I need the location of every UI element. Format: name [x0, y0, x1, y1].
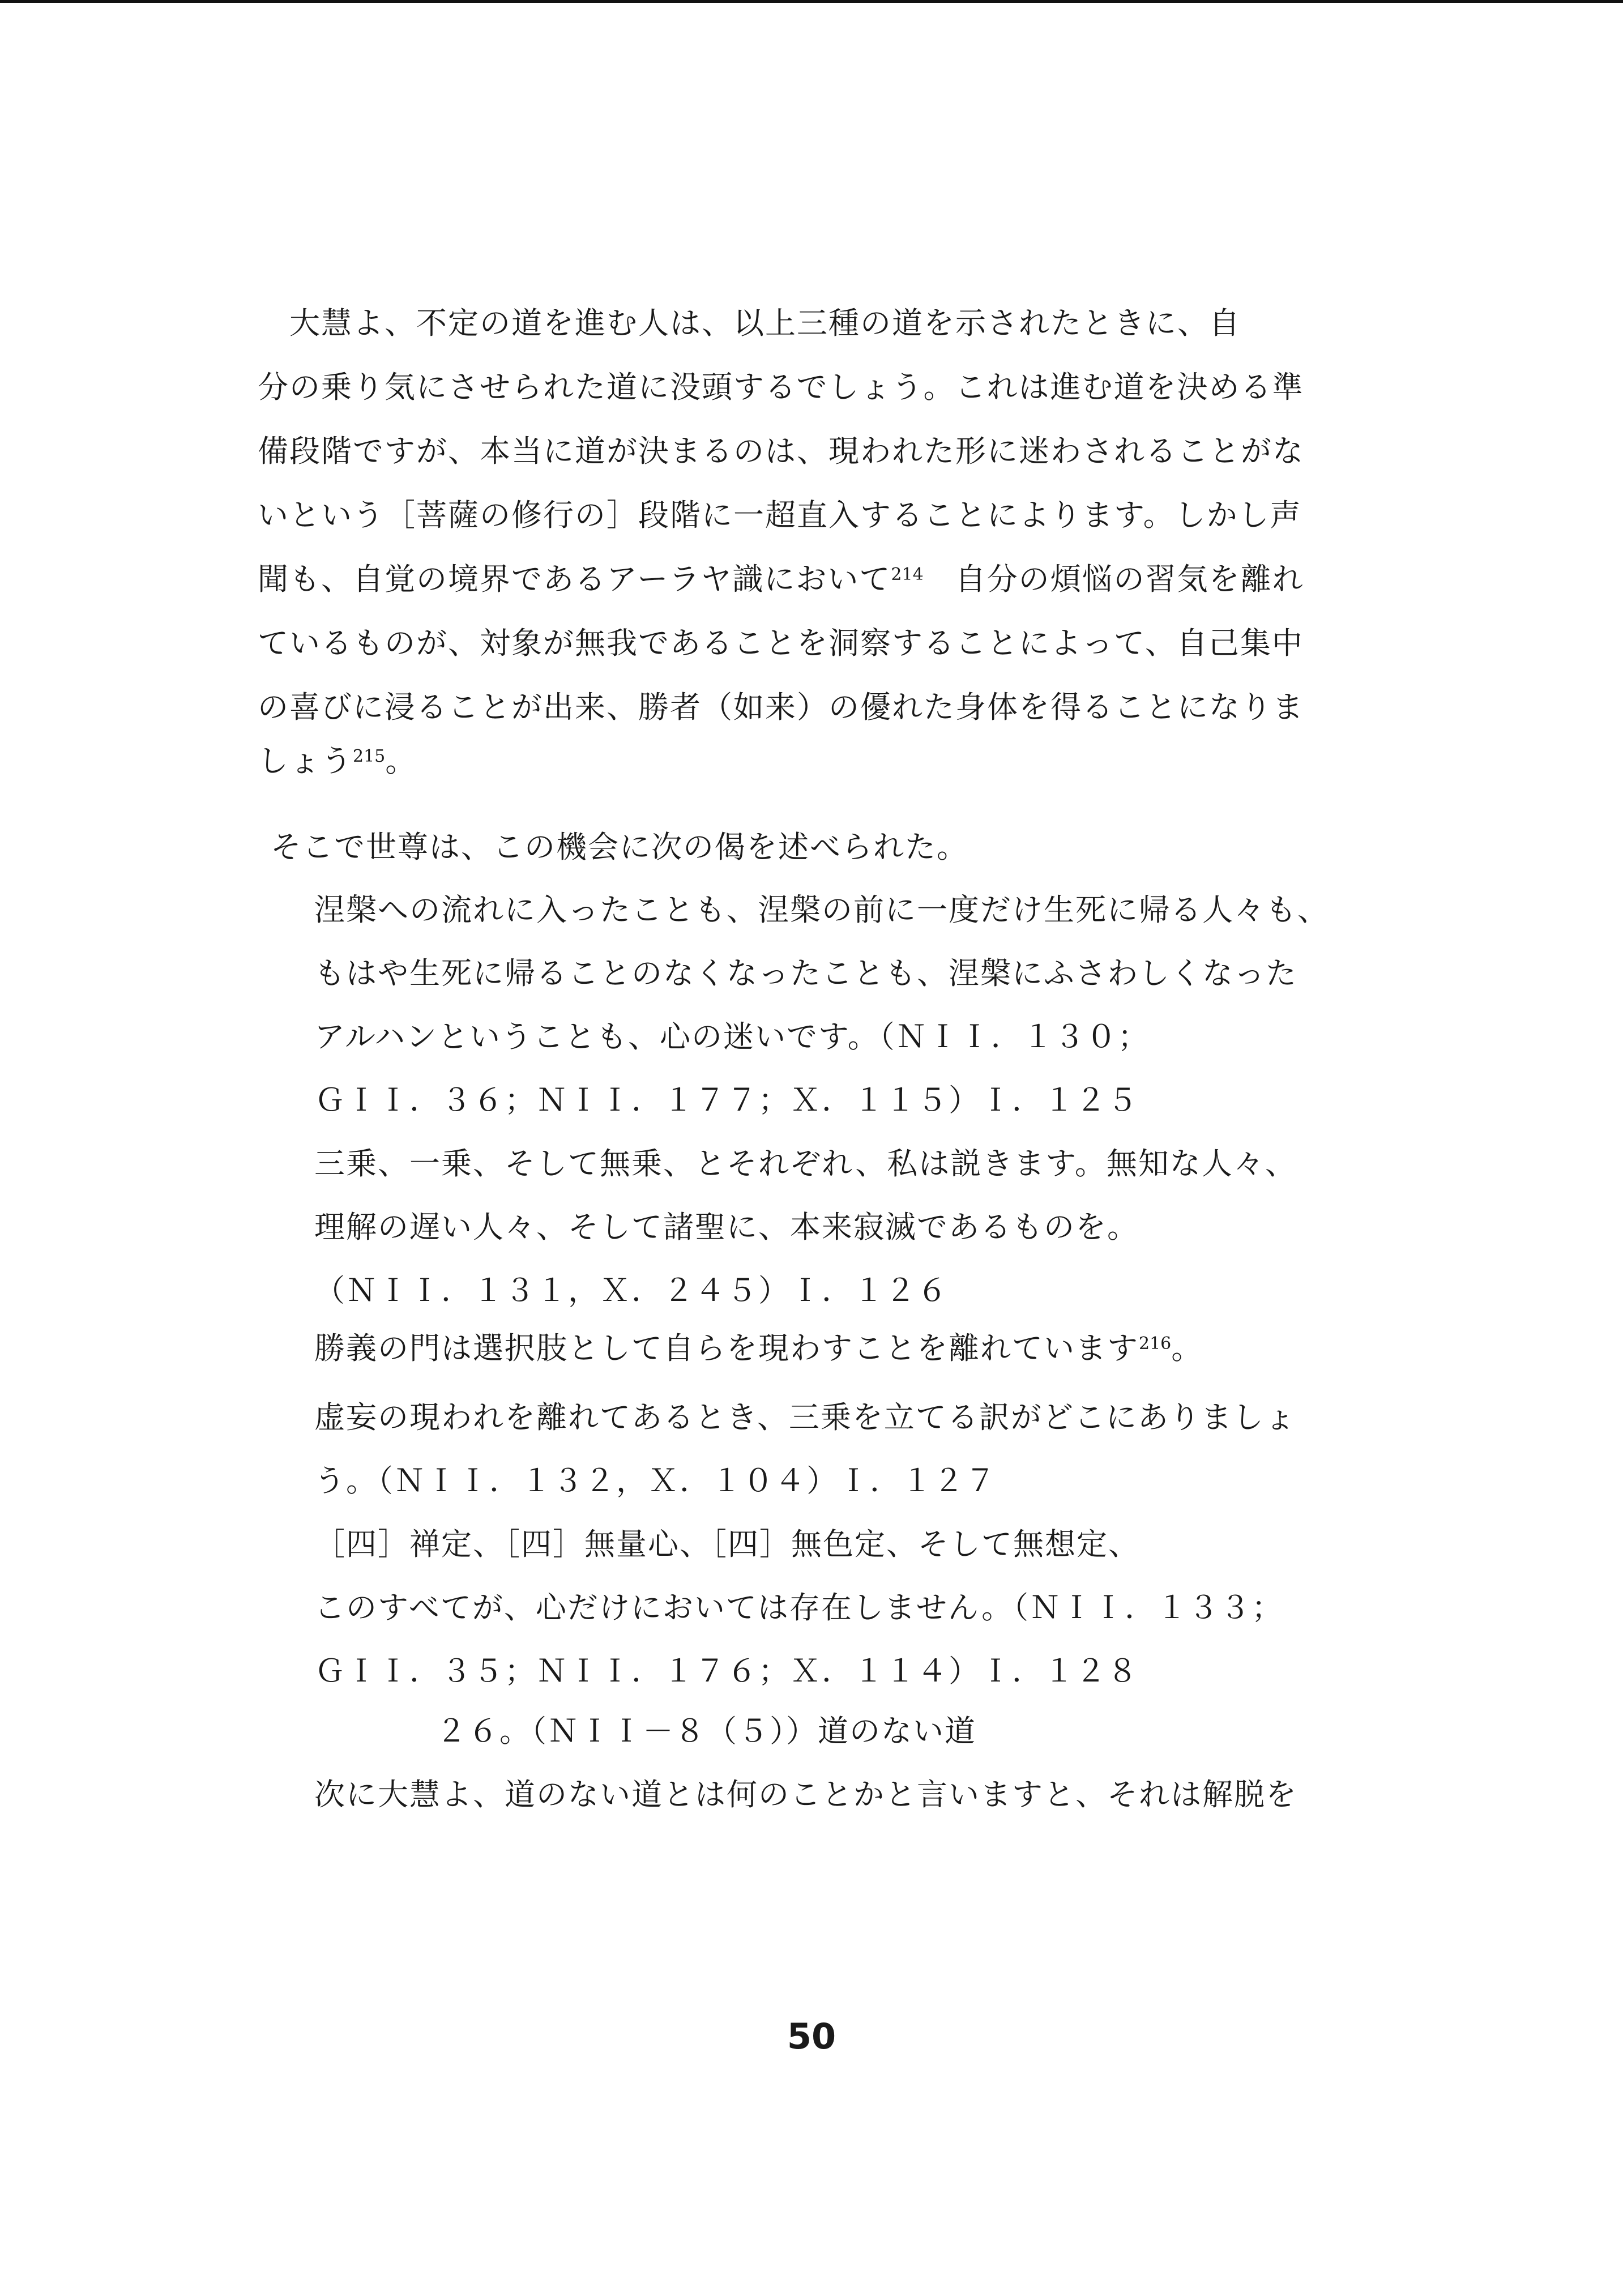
verse-line: う。（ＮＩＩ．１３２，Ｘ．１０４）Ｉ．１２７: [314, 1463, 997, 1499]
footnote-ref-214: 214: [891, 565, 924, 584]
verse-line: ＧＩＩ．３６；ＮＩＩ．１７７；Ｘ．１１５）Ｉ．１２５: [314, 1082, 1139, 1118]
paragraph-text: 聞も、自覚の境界であるアーラヤ識において: [258, 561, 891, 597]
verse-text: 。: [1171, 1330, 1203, 1366]
verse-line: 理解の遅い人々、そして諸聖に、本来寂滅であるものを。: [314, 1209, 1139, 1245]
page-number: 50: [787, 2016, 836, 2057]
paragraph-line: いという［菩薩の修行の］段階に一超直入することによります。しかし声: [258, 497, 1302, 533]
verse-line: [314, 1328, 1203, 1369]
verse-line: 涅槃への流れに入ったことも、涅槃の前に一度だけ生死に帰る人々も、: [314, 892, 1329, 928]
paragraph-text: 。: [385, 743, 417, 779]
verse-line: 三乗、一乗、そして無乗、とそれぞれ、私は説きます。無知な人々、: [314, 1146, 1297, 1181]
verse-line: このすべてが、心だけにおいては存在しません。（ＮＩＩ．１３３；: [314, 1590, 1284, 1625]
paragraph-line: 備段階ですが、本当に道が決まるのは、現われた形に迷わされることがな: [258, 433, 1304, 469]
closing-line: 次に大慧よ、道のない道とは何のことかと言いますと、それは解脱を: [314, 1777, 1297, 1812]
paragraph-line: 大慧よ、不定の道を進む人は、以上三種の道を示されたときに、自: [258, 305, 1241, 341]
paragraph-line: ているものが、対象が無我であることを洞察することによって、自己集中: [258, 625, 1304, 661]
footnote-ref-215: 215: [353, 746, 386, 766]
paragraph-line: 分の乗り気にさせられた道に没頭するでしょう。これは進む道を決める準: [258, 369, 1304, 405]
verse-line: もはや生死に帰ることのなくなったことも、涅槃にふさわしくなった: [314, 955, 1297, 991]
verse-text: 勝義の門は選択肢として自らを現わすことを離れています: [314, 1330, 1139, 1366]
section-heading: ２６。（ＮＩＩ－８（５））道のない道: [436, 1713, 976, 1749]
paragraph-line: [258, 559, 1304, 600]
paragraph-line: の喜びに浸ることが出来、勝者（如来）の優れた身体を得ることになりま: [258, 689, 1304, 725]
paragraph-text: しょう: [258, 743, 353, 779]
verse-line: 虚妄の現われを離れてあるとき、三乗を立てる訳がどこにありましょ: [314, 1399, 1296, 1435]
paragraph-text: 自分の煩悩の習気を離れ: [955, 561, 1304, 597]
intro-line: そこで世尊は、この機会に次の偈を述べられた。: [271, 829, 968, 865]
footnote-ref-216: 216: [1139, 1334, 1172, 1354]
verse-line: （ＮＩＩ．１３１，Ｘ．２４５）Ｉ．１２６: [314, 1273, 949, 1308]
verse-line: ［四］禅定、［四］無量心、［四］無色定、そして無想定、: [314, 1526, 1140, 1562]
paragraph-line: [258, 741, 417, 782]
verse-line: アルハンということも、心の迷いです。（ＮＩＩ．１３０；: [314, 1019, 1150, 1055]
verse-line: ＧＩＩ．３５；ＮＩＩ．１７６；Ｘ．１１４）Ｉ．１２８: [314, 1653, 1139, 1689]
